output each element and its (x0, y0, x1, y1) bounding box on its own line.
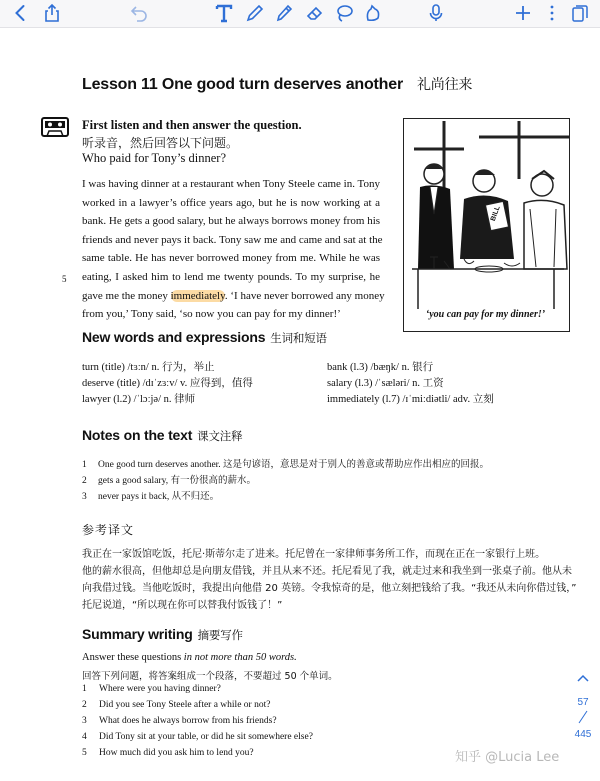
passage-line: I was having dinner at a restaurant when Tony Steele came in. Tony (82, 178, 380, 190)
listen-question: Who paid for Tony’s dinner? (82, 151, 227, 165)
page-divider (576, 710, 590, 727)
translation-line: 托尼说道，“所以现在你可以替我付饭钱了！” (82, 600, 283, 611)
notes-heading: Notes on the text 课文注释 (82, 427, 243, 443)
summary-instruction: Answer these questions in not more than 50 words. (82, 652, 297, 663)
undo-icon[interactable] (128, 3, 150, 23)
lesson-title: Lesson 11 One good turn deserves another 礼尚往来 (82, 76, 473, 93)
summary-question: 1 Where were you having dinner? (82, 684, 221, 694)
summary-question: 4 Did Tony sit at your table, or did he sit somewhere else? (82, 732, 313, 742)
illustration (403, 118, 570, 332)
shapes-icon[interactable] (362, 3, 384, 23)
microphone-icon[interactable] (425, 3, 447, 23)
summary-instruction-zh: 回答下列问题，将答案组成一个段落，不要超过 50 个单词。 (82, 671, 338, 682)
back-chevron-icon[interactable] (10, 3, 32, 23)
new-words-heading: New words and expressions 生词和短语 (82, 329, 327, 345)
app-toolbar (0, 0, 600, 28)
line-number: 5 (62, 274, 67, 284)
listen-heading-zh: 听录音，然后回答以下问题。 (82, 136, 239, 150)
cartoon-drawing (404, 119, 569, 331)
word-entry: lawyer (l.2) /ˈlɔːjə/ n. 律师 (82, 394, 196, 405)
translation-line: 他的薪水很高，但他却总是向朋友借钱，并且从来不还。托尼看见了我，就走过来和我坐到一张桌子前。他从未 (82, 566, 572, 577)
word-entry: salary (l.3) /ˈsæləri/ n. 工资 (327, 378, 444, 389)
chevron-up-icon[interactable] (570, 673, 596, 686)
bill-sign: BILL (489, 205, 502, 223)
illustration-caption: ‘you can pay for my dinner!’ (425, 309, 546, 320)
translation-text (82, 546, 577, 614)
pen-icon[interactable] (244, 3, 266, 23)
current-page: 57 (577, 697, 589, 708)
more-icon[interactable] (541, 3, 563, 23)
lasso-icon[interactable] (333, 3, 355, 23)
word-entry: turn (title) /tɜːn/ n. 行为，举止 (82, 362, 215, 373)
eraser-icon[interactable] (304, 3, 326, 23)
text-tool-icon[interactable] (213, 3, 235, 23)
passage (82, 175, 385, 324)
passage-line: gave me the money immediately. ‘I have never borrowed any money (82, 289, 385, 302)
summary-question: 2 Did you see Tony Steele after a while or not? (82, 700, 271, 710)
translation-line: 我正在一家饭馆吃饭，托尼·斯蒂尔走了进来。托尼曾在一家律师事务所工作，而现在正在一家银行上班。 (82, 549, 546, 560)
page-navigator[interactable] (570, 673, 596, 740)
word-entry: bank (l.3) /bæŋk/ n. 银行 (327, 362, 434, 373)
note-item: 2 gets a good salary, 有一份很高的薪水。 (82, 476, 256, 486)
passage-line: friends and never pays it back. Tony saw me and came and sat at the (82, 233, 383, 246)
document-page (0, 28, 600, 781)
passage-line: same table. He has never borrowed money from me. While he was (82, 252, 380, 265)
cassette-icon (41, 117, 69, 137)
passage-line: bank. He gets a good salary, but he always borrows money from his (82, 215, 381, 228)
share-icon[interactable] (41, 3, 63, 23)
listen-heading: First listen and then answer the question. (82, 118, 302, 132)
word-entry: immediately (l.7) /ɪˈmiːdiətli/ adv. 立刻 (327, 394, 494, 405)
summary-heading: Summary writing 摘要写作 (82, 626, 243, 642)
passage-line: from you,’ Tony said, ‘so now you can pay for my dinner!’ (82, 308, 341, 321)
pages-icon[interactable] (569, 3, 591, 23)
note-item: 3 never pays it back, 从不归还。 (82, 492, 220, 502)
watermark: 知乎 @Lucia Lee (455, 750, 560, 765)
translation-line: 向我借过钱。当他吃饭时，我提出向他借 20 英镑。令我惊奇的是，他立刻把钱给了我。“我还从未向你借过钱，” (82, 583, 577, 594)
translation-heading: 参考译文 (82, 523, 135, 537)
summary-question: 5 How much did you ask him to lend you? (82, 748, 254, 758)
passage-line: eating, I asked him to lend me twenty pounds. To my surprise, he (82, 270, 380, 283)
summary-question: 3 What does he always borrow from his friends? (82, 716, 277, 726)
passage-line: worked in a lawyer’s office years ago, but he is now working at a (82, 196, 380, 209)
highlighted-word[interactable]: immediately (170, 289, 225, 302)
lesson-title-zh: 礼尚往来 (416, 77, 473, 93)
total-pages: 445 (574, 729, 592, 740)
word-entry: deserve (title) /dɪˈzɜːv/ v. 应得到，值得 (82, 378, 253, 389)
highlighter-icon[interactable] (274, 3, 296, 23)
add-icon[interactable] (512, 3, 534, 23)
note-item: 1 One good turn deserves another. 这是句谚语，意思是对于别人的善意或帮助应作出相应的回报。 (82, 460, 490, 470)
